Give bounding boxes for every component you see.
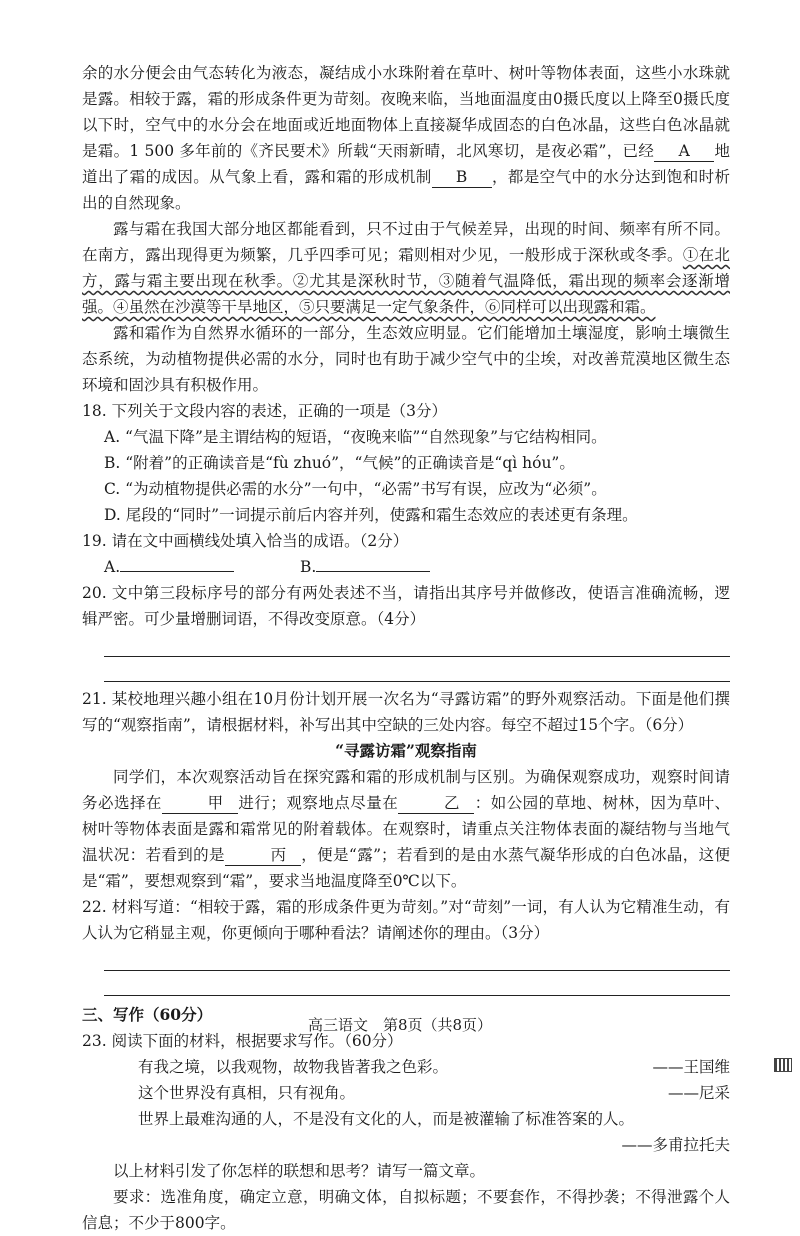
question-21 bbox=[82, 686, 730, 894]
writing-prompt: 以上材料引发了你怎样的联想和思考？请写一篇文章。 bbox=[113, 1162, 486, 1180]
option-d: D. 尾段的“同时”一词提示前后内容并列，使露和霜生态效应的表述更有条理。 bbox=[104, 506, 638, 524]
guide-body: 同学们，本次观察活动旨在探究露和霜的形成机制与区别。为确保观察成功，观察时间请务必选择在 甲 进行；观察地点尽量在 乙 ：如公园的草地、树林，因为草叶、树叶等物体表面是露和霜常见的附着载体。在观察时，请重点关注物体表面的凝结物与当地气温状况：若看到的是 丙 ，便是“露”；若看到的是由水蒸气凝华形成的白色冰晶，这便是“霜”，要想观察到“霜”，要求当地温度降至0℃以下。 bbox=[82, 768, 730, 890]
answer-line[interactable] bbox=[104, 632, 730, 657]
exam-page bbox=[82, 60, 730, 1236]
passage-paragraph-1: 余的水分便会由气态转化为液态，凝结成小水珠附着在草叶、树叶等物体表面，这些小水珠就是露。相较于露，霜的形成条件更为苛刻。夜晚来临，当地面温度由0摄氏度以上降至0摄氏度以下时，空气中的水分会在地面或近地面物体上直接凝华成固态的白色冰晶，这些白色冰晶就是霜。1 500 多年前的《齐民要术》所载“天雨新晴，北风寒切，是夜必霜”，已经 A 地道出了霜的成因。从气象上看，露和霜的形成机制 B ，都是空气中的水分达到饱和时析出的自然现象。 bbox=[82, 64, 730, 212]
question-18-stem: 18. 下列关于文段内容的表述，正确的一项是（3分） bbox=[82, 402, 447, 420]
blank-jia[interactable]: 甲 bbox=[162, 793, 238, 814]
question-20-stem: 20. 文中第三段标序号的部分有两处表述不当，请指出其序号并做修改，使语言准确流畅，逻辑严密。可少量增删词语，不得改变原意。（4分） bbox=[82, 584, 730, 628]
question-19 bbox=[82, 528, 730, 580]
option-b: B. “附着”的正确读音是“fù zhuó”，“气候”的正确读音是“qì hóu”。 bbox=[104, 454, 575, 472]
question-20 bbox=[82, 580, 730, 682]
answer-blank-b[interactable] bbox=[316, 571, 430, 572]
answer-blanks: A. B. bbox=[82, 554, 730, 580]
blank-bing[interactable]: 丙 bbox=[225, 845, 301, 866]
quote-1: 有我之境，以我观物，故物我皆著我之色彩。 ——王国维 bbox=[138, 1058, 730, 1076]
question-18 bbox=[82, 398, 730, 528]
blank-a: A bbox=[654, 141, 714, 162]
quote-2: 这个世界没有真相，只有视角。 ——尼采 bbox=[138, 1084, 730, 1102]
wavy-underlined-text: ①在北方，露与霜主要出现在秋季。②尤其是深秋时节，③随着气温降低，霜出现的频率会逐渐增强。④虽然在沙漠等干旱地区，⑤只要满足一定气象条件，⑥同样可以出现露和霜。 bbox=[82, 246, 730, 316]
question-23-stem: 23. 阅读下面的材料，根据要求写作。（60分） bbox=[82, 1032, 403, 1050]
writing-requirements: 要求：选准角度，确定立意，明确文体，自拟标题；不要套作，不得抄袭；不得泄露个人信息；不少于800字。 bbox=[82, 1188, 730, 1232]
guide-title: “寻露访霜”观察指南 bbox=[335, 741, 477, 760]
passage-paragraph-3: 露和霜作为自然界水循环的一部分，生态效应明显。它们能增加土壤湿度，影响土壤微生态系统，为动植物提供必需的水分，同时也有助于减少空气中的尘埃，对改善荒漠地区微生态环境和固沙具有积极作用。 bbox=[82, 324, 730, 394]
page-footer: 高三语文 第8页（共8页） bbox=[307, 1016, 493, 1034]
question-22 bbox=[82, 894, 730, 996]
question-21-stem: 21. 某校地理兴趣小组在10月份计划开展一次名为“寻露访霜”的野外观察活动。下面是他们撰写的“观察指南”，请根据材料，补写出其中空缺的三处内容。每空不超过15个字。（6分） bbox=[82, 690, 730, 734]
blank-yi[interactable]: 乙 bbox=[398, 793, 474, 814]
passage-paragraph-2: 露与霜在我国大部分地区都能看到，只不过由于气候差异，出现的时间、频率有所不同。在南方，露出现得更为频繁，几乎四季可见；霜则相对少见，一般形成于深秋或冬季。①在北方，露与霜主要出现在秋季。②尤其是深秋时节，③随着气温降低，霜出现的频率会逐渐增强。④虽然在沙漠等干旱地区，⑤只要满足一定气象条件，⑥同样可以出现露和霜。 bbox=[82, 220, 730, 316]
question-22-stem: 22. 材料写道：“相较于露，霜的形成条件更为苛刻。”对“苛刻”一词，有人认为它精准生动，有人认为它稍显主观，你更倾向于哪种看法？请阐述你的理由。（3分） bbox=[82, 898, 730, 942]
quote-3-author: ——多甫拉托夫 bbox=[621, 1136, 730, 1154]
qr-code-icon bbox=[774, 1058, 792, 1072]
quote-3: 世界上最难沟通的人，不是没有文化的人，而是被灌输了标准答案的人。 bbox=[138, 1110, 635, 1128]
blank-b: B bbox=[432, 167, 492, 188]
answer-line[interactable] bbox=[104, 946, 730, 971]
answer-blank-a[interactable] bbox=[120, 571, 234, 572]
question-19-stem: 19. 请在文中画横线处填入恰当的成语。（2分） bbox=[82, 532, 409, 550]
answer-line[interactable] bbox=[104, 657, 730, 682]
option-c: C. “为动植物提供必需的水分”一句中，“必需”书写有误，应改为“必须”。 bbox=[104, 480, 607, 498]
answer-line[interactable] bbox=[104, 971, 730, 996]
option-a: A. “气温下降”是主谓结构的短语，“夜晚来临”“自然现象”与它结构相同。 bbox=[104, 428, 607, 446]
section-heading-writing: 三、写作（60分） bbox=[82, 1005, 213, 1024]
